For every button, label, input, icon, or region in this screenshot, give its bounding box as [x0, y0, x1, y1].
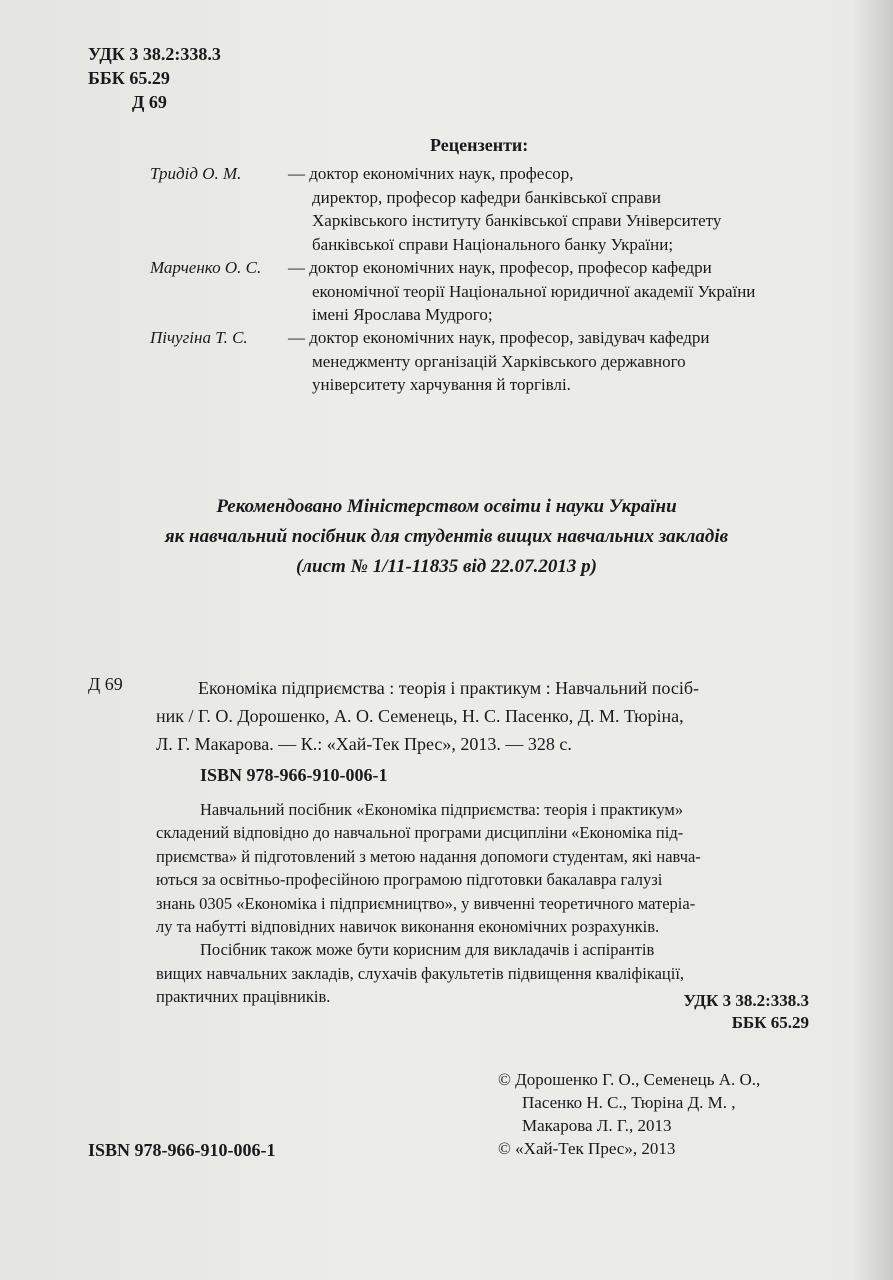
annotation-line: вищих навчальних закладів, слухачів факультетів підвищення кваліфікації,: [156, 963, 685, 983]
reviewer-description: [288, 256, 755, 327]
reviewer-line: — доктор економічних наук, професор, завідувач кафедри: [288, 328, 710, 347]
recommendation-line: як навчальний посібник для студентів вищих навчальних закладів: [164, 526, 729, 547]
isbn-number-bottom: ISBN 978-966-910-006-1: [88, 1140, 276, 1160]
reviewer-line: — доктор економічних наук, професор,: [288, 164, 574, 183]
classification-block-bottom: [684, 990, 809, 1034]
reviewer-line: директор, професор кафедри банківської справи: [312, 187, 661, 207]
reviewer-line: менеджменту організацій Харківського державного: [312, 351, 686, 371]
annotation-line: приємства» й підготовлений з метою надання допомоги студентам, які навча-: [156, 846, 701, 866]
annotation-line: складений відповідно до навчальної програми дисципліни «Економіка під-: [156, 823, 684, 843]
bbk-code: ББК 65.29: [88, 68, 170, 88]
isbn-number: ISBN 978-966-910-006-1: [200, 765, 388, 785]
reviewer-name: Тридід О. М.: [150, 164, 242, 183]
annotation-line: практичних працівників.: [156, 987, 331, 1007]
reviewer-description: [288, 162, 721, 256]
annotation-line: лу та набутті відповідних навичок виконання економічних розрахунків.: [156, 916, 660, 936]
copyright-line: Пасенко Н. С., Тюріна Д. М. ,: [522, 1093, 736, 1112]
copyright-line: © «Хай-Тек Прес», 2013: [498, 1139, 676, 1158]
annotation-line: ються за освітньо-професійною програмою підготовки бакалавра галузі: [156, 870, 663, 890]
bibliographic-line: ник / Г. О. Дорошенко, А. О. Семенець, Н. С. Пасенко, Д. М. Тюріна,: [156, 706, 684, 726]
bibliographic-line: Економіка підприємства : теорія і практикум : Навчальний посіб-: [198, 678, 699, 698]
page-edge-shadow: [853, 0, 893, 1280]
reviewer-name: Марченко О. С.: [150, 258, 262, 277]
recommendation-line: (лист № 1/11-11835 від 22.07.2013 р): [295, 556, 598, 577]
udk-code: УДК 3 38.2:338.3: [683, 991, 809, 1010]
reviewers-heading: Рецензенти:: [430, 135, 529, 155]
reviewer-line: — доктор економічних наук, професор, професор кафедри: [288, 258, 712, 277]
reviewer-line: Харківського інституту банківської справи Університету: [312, 211, 722, 230]
annotation-line: Посібник також може бути корисним для викладачів і аспірантів: [200, 940, 655, 960]
bibliographic-code: Д 69: [88, 674, 123, 694]
reviewer-name: Пічугіна Т. С.: [150, 328, 248, 347]
bbk-code: ББК 65.29: [731, 1013, 809, 1032]
reviewer-line: економічної теорії Національної юридичної академії України: [312, 281, 756, 301]
reviewer-line: імені Ярослава Мудрого;: [312, 305, 493, 324]
author-mark: Д 69: [132, 92, 167, 112]
ministry-recommendation: [0, 492, 893, 582]
reviewer-line: банківської справи Національного банку України;: [312, 234, 674, 254]
annotation-line: Навчальний посібник «Економіка підприємства: теорія і практикум»: [200, 800, 684, 819]
annotation-line: знань 0305 «Економіка і підприємництво», у вивченні теоретичного матеріа-: [156, 893, 696, 913]
recommendation-line: Рекомендовано Міністерством освіти і науки України: [216, 496, 677, 517]
reviewer-line: університету харчування й торгівлі.: [312, 375, 571, 394]
annotation-text: [156, 798, 701, 1009]
copyright-line: © Дорошенко Г. О., Семенець А. О.,: [498, 1070, 761, 1089]
copyright-block: [498, 1068, 760, 1160]
reviewer-description: [288, 326, 710, 397]
copyright-line: Макарова Л. Г., 2013: [522, 1116, 672, 1135]
bibliographic-line: Л. Г. Макарова. — К.: «Хай-Тек Прес», 2013. — 328 с.: [156, 734, 572, 754]
classification-block-top: [88, 42, 221, 114]
udk-code: УДК 3 38.2:338.3: [88, 44, 221, 64]
bibliographic-description: [156, 674, 699, 758]
